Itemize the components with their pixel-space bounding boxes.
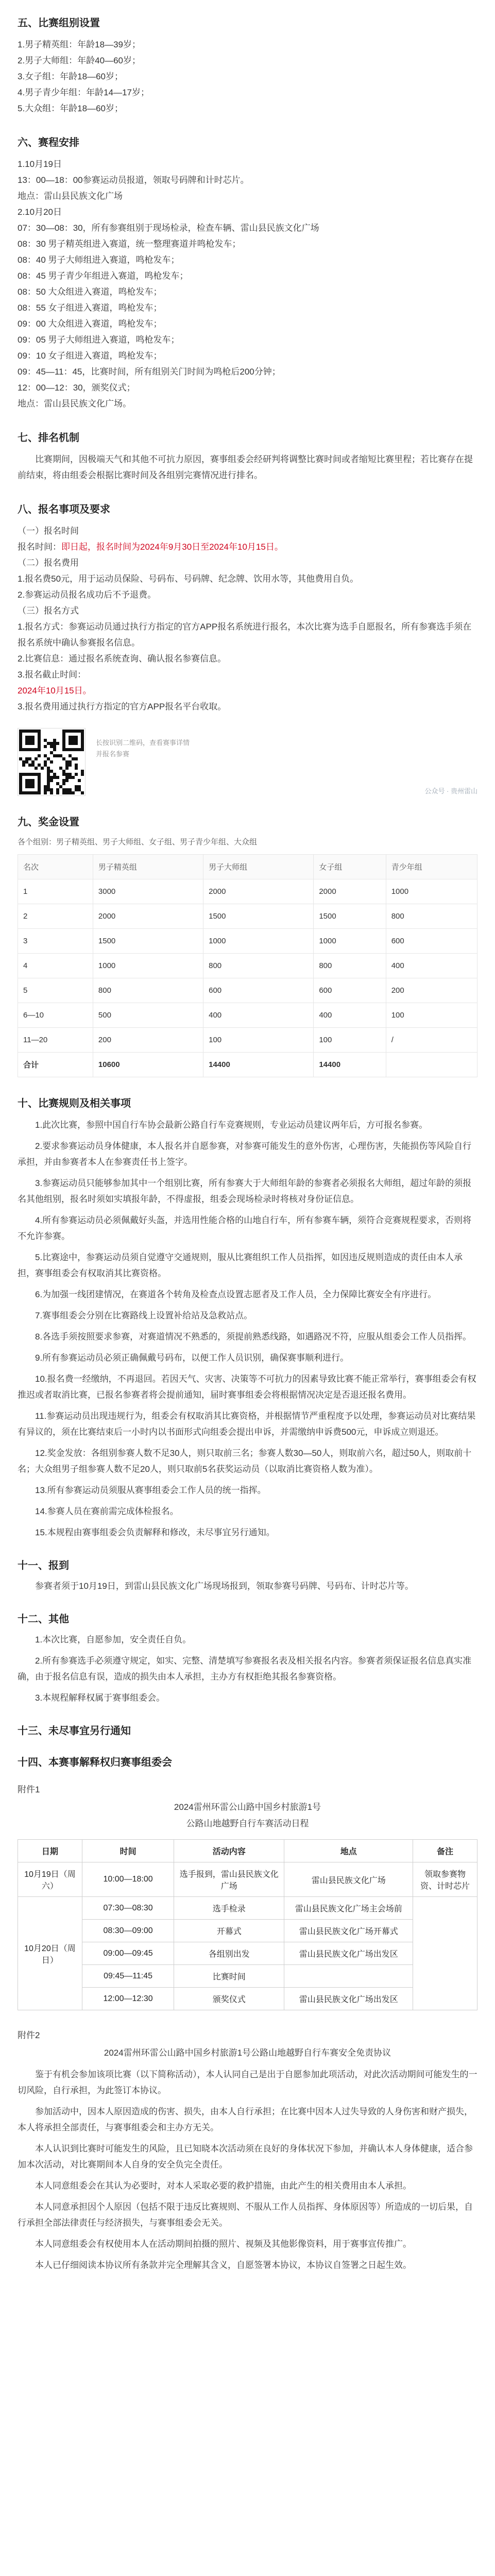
schedule-cell: 09:45—11:45 xyxy=(82,1965,174,1988)
schedule-cell: 领取参赛物资、计时芯片 xyxy=(413,1862,477,1897)
section-14-title: 十四、本赛事解释权归赛事组委会 xyxy=(18,1757,172,1768)
rule-paragraph: 8.各选手须按照要求参赛，对赛道情况不熟悉的，须提前熟悉线路，如遇路况不符，应服从组委会工作人员指挥。 xyxy=(35,1332,472,1342)
schedule-cell: 08:30—09:00 xyxy=(82,1920,174,1942)
fee-line: 1.报名费50元，用于运动员保险、号码布、号码牌、纪念牌、饮用水等，其他费用自负。 xyxy=(18,574,359,584)
prize-cell: / xyxy=(386,1028,477,1053)
prize-cell: 500 xyxy=(93,1003,203,1028)
waiver-paragraph: 本人同意组委会在其认为必要时，对本人采取必要的救护措施，由此产生的相关费用由本人承担。 xyxy=(35,2181,412,2191)
section-5-title: 五、比赛组别设置 xyxy=(18,18,100,29)
qr-module xyxy=(75,773,78,776)
schedule-cell: 10月19日（周六） xyxy=(18,1862,82,1897)
rule-paragraph: 5.比赛途中，参赛运动员须自觉遵守交通规则，服从比赛组织工作人员指挥，如因违反规则造成的责任由本人承担，赛事组委会有权取消其比赛资格。 xyxy=(18,1252,463,1278)
prize-cell xyxy=(386,1053,477,1077)
schedule-line: 1.10月19日 xyxy=(18,159,62,169)
prize-cell: 1 xyxy=(18,879,93,904)
qr-module xyxy=(72,776,75,779)
prize-header-cell: 女子组 xyxy=(314,855,386,879)
ranking-text: 比赛期间，因极端天气和其他不可抗力原因，赛事组委会经研判将调整比赛时间或者缩短比赛里程；若比赛存在提前结束，将由组委会根据比赛时间及各组别完赛情况进行排名。 xyxy=(18,454,473,480)
prize-cell: 200 xyxy=(93,1028,203,1053)
section-10-title: 十、比赛规则及相关事项 xyxy=(18,1098,131,1109)
schedule-line: 13：00—18：00参赛运动员报道，领取号码牌和计时芯片。 xyxy=(18,175,249,185)
schedule-header-cell: 日期 xyxy=(18,1840,82,1862)
annex-1-title: 公路山地越野自行车赛活动日程 xyxy=(186,1819,309,1828)
qr-module xyxy=(44,791,47,794)
prize-cell: 1500 xyxy=(203,904,314,929)
section-13-title: 十三、未尽事宜另行通知 xyxy=(18,1725,131,1737)
schedule-cell: 雷山县民族文化广场出发区 xyxy=(284,1988,413,2010)
rule-paragraph: 14.参赛人员在赛前需完成体检报名。 xyxy=(35,1506,179,1516)
qr-module xyxy=(62,782,65,785)
qr-module xyxy=(38,748,41,751)
schedule-cell: 各组别出发 xyxy=(174,1942,284,1965)
schedule-row xyxy=(18,1862,477,1897)
rule-paragraph: 3.参赛运动员只能够参加其中一个组别比赛，所有参赛大于大师组年龄的参赛者必须报名大师组，超过年龄的须报名其他组别，报名时须如实填报年龄，不得虚报，组委会现场检录时将核对身份证信息。 xyxy=(18,1178,472,1204)
section-11-title: 十一、报到 xyxy=(18,1560,69,1571)
schedule-line: 07：30—08：30，所有参赛组别于现场检录，检查车辆、雷山县民族文化广场 xyxy=(18,223,319,233)
schedule-cell: 10:00—18:00 xyxy=(82,1862,174,1897)
section-8-title: 八、报名事项及要求 xyxy=(18,504,110,515)
qr-module xyxy=(44,745,47,748)
rule-paragraph: 6.为加强一线团建情况，在赛道各个转角及检查点设置志愿者及工作人员，全力保障比赛安全有序进行。 xyxy=(35,1290,437,1299)
schedule-cell: 选手报到，雷山县民族文化广场 xyxy=(174,1862,284,1897)
qr-module xyxy=(81,748,84,751)
waiver-paragraph: 本人同意组委会有权使用本人在活动期间拍摄的照片、视频及其他影像资料，用于赛事宣传推广。 xyxy=(35,2239,412,2249)
prize-table-body xyxy=(18,879,477,1077)
prize-row xyxy=(18,954,477,978)
prize-cell: 1000 xyxy=(386,879,477,904)
qr-module xyxy=(75,742,78,745)
qr-module xyxy=(50,779,53,782)
section-9-title: 九、奖金设置 xyxy=(18,817,79,828)
schedule-cell: 10月20日（周日） xyxy=(18,1897,82,2010)
deadline-value: 2024年10月15日。 xyxy=(18,686,92,696)
rule-paragraph: 10.报名费一经缴纳，不再退回。若因天气、灾害、决策等不可抗力的因素导致比赛不能正常举行，赛事组委会有权推迟或者取消比赛，已报名参赛者将会提前通知，届时赛事组委会将根据情况决定是否退还报名费用。 xyxy=(18,1374,476,1400)
schedule-cell: 雷山县民族文化广场主会场前 xyxy=(284,1897,413,1920)
rule-paragraph: 15.本规程由赛事组委会负责解释和修改，未尽事宜另行通知。 xyxy=(35,1528,275,1537)
schedule-header-cell: 备注 xyxy=(413,1840,477,1862)
qr-module xyxy=(50,760,53,764)
schedule-line: 08：30 男子精英组进入赛道，统一整理赛道并鸣枪发车； xyxy=(18,239,241,249)
qr-module xyxy=(75,757,78,760)
event-schedule-table xyxy=(18,1839,477,2010)
prize-cell: 3 xyxy=(18,929,93,954)
section-6-title: 六、赛程安排 xyxy=(18,137,79,148)
schedule-line: 08：55 女子组进入赛道，鸣枪发车； xyxy=(18,303,162,313)
prize-note: 各个组别：男子精英组、男子大师组、女子组、男子青少年组、大众组 xyxy=(18,838,258,846)
schedule-cell: 选手检录 xyxy=(174,1897,284,1920)
waiver-list xyxy=(18,2066,477,2273)
qr-caption-line: 并报名参赛 xyxy=(96,750,130,758)
group-item: 2.男子大师组：年龄40—60岁； xyxy=(18,56,141,65)
qr-module xyxy=(22,764,25,767)
prize-header-cell: 男子大师组 xyxy=(203,855,314,879)
prize-row xyxy=(18,1003,477,1028)
prize-table xyxy=(18,854,477,1077)
rule-paragraph: 2.要求参赛运动员身体健康，本人报名并自愿参赛，对参赛可能发生的意外伤害，心理伤害，失能损伤等风险自行承担，并由参赛者本人在参赛责任书上签字。 xyxy=(18,1141,472,1167)
qr-module xyxy=(78,779,81,782)
section-7-title: 七、排名机制 xyxy=(18,432,79,444)
rule-paragraph: 7.赛事组委会分别在比赛路线上设置补给站及急救站点。 xyxy=(35,1311,253,1320)
schedule-header-cell: 地点 xyxy=(284,1840,413,1862)
qr-code[interactable] xyxy=(18,728,86,796)
qr-module xyxy=(31,742,35,745)
annex-1-title: 2024雷州环雷公山路中国乡村旅游1号 xyxy=(174,1802,321,1812)
schedule-line: 08：50 大众组进入赛道，鸣枪发车； xyxy=(18,287,162,297)
prize-cell: 600 xyxy=(314,978,386,1003)
registration-time-value: 即日起，报名时间为2024年9月30日至2024年10月15日。 xyxy=(61,542,283,552)
schedule-row xyxy=(18,1988,477,2010)
prize-cell: 1000 xyxy=(203,929,314,954)
qr-caption xyxy=(96,728,190,760)
group-item: 1.男子精英组：年龄18—39岁； xyxy=(18,40,141,49)
prize-cell: 600 xyxy=(386,929,477,954)
schedule-list xyxy=(18,156,477,412)
qr-module xyxy=(38,791,41,794)
qr-module xyxy=(35,757,38,760)
schedule-cell: 比赛时间 xyxy=(174,1965,284,1988)
prize-cell: 100 xyxy=(314,1028,386,1053)
prize-cell: 11—20 xyxy=(18,1028,93,1053)
prize-cell: 14400 xyxy=(314,1053,386,1077)
prize-header-cell: 男子精英组 xyxy=(93,855,203,879)
annex-1-label: 附件1 xyxy=(18,1785,40,1794)
report-text: 参赛者须于10月19日，到雷山县民族文化广场现场报到，领取参赛号码牌、号码布、计时芯片等。 xyxy=(35,1581,414,1591)
waiver-paragraph: 本人已仔细阅读本协议所有条款并完全理解其含义，自愿签署本协议，本协议自签署之日起生效。 xyxy=(35,2260,412,2270)
schedule-cell xyxy=(413,1897,477,2010)
qr-module xyxy=(72,791,75,794)
qr-module xyxy=(56,791,59,794)
prize-cell: 1500 xyxy=(314,904,386,929)
prize-cell: 800 xyxy=(203,954,314,978)
prize-cell: 400 xyxy=(203,1003,314,1028)
prize-cell: 3000 xyxy=(93,879,203,904)
registration-fee-heading: （二）报名费用 xyxy=(18,558,79,568)
fee-line: 2.参赛运动员报名成功后不予退费。 xyxy=(18,590,157,600)
prize-row xyxy=(18,1053,477,1077)
prize-row xyxy=(18,904,477,929)
prize-cell: 2000 xyxy=(203,879,314,904)
annex-2-title: 2024雷州环雷公山路中国乡村旅游1号公路山地越野自行车赛安全免责协议 xyxy=(104,2048,391,2058)
prize-header-row xyxy=(18,855,477,879)
prize-cell: 1000 xyxy=(93,954,203,978)
schedule-row xyxy=(18,1942,477,1965)
rule-paragraph: 9.所有参赛运动员必须正确佩戴号码布，以便工作人员识别，确保赛事顺利进行。 xyxy=(35,1353,349,1363)
annex-2-label: 附件2 xyxy=(18,2030,40,2040)
prize-cell: 100 xyxy=(203,1028,314,1053)
prize-cell: 14400 xyxy=(203,1053,314,1077)
prize-cell: 800 xyxy=(314,954,386,978)
prize-cell: 100 xyxy=(386,1003,477,1028)
schedule-row xyxy=(18,1897,477,1920)
rule-paragraph: 13.所有参赛运动员须服从赛事组委会工作人员的统一指挥。 xyxy=(35,1485,266,1495)
schedule-cell: 颁奖仪式 xyxy=(174,1988,284,2010)
prize-cell: 800 xyxy=(386,904,477,929)
schedule-line: 08：45 男子青少年组进入赛道，鸣枪发车； xyxy=(18,271,189,281)
qr-module xyxy=(65,779,69,782)
prize-row xyxy=(18,929,477,954)
schedule-line: 2.10月20日 xyxy=(18,207,62,217)
prize-header-cell: 青少年组 xyxy=(386,855,477,879)
qr-module xyxy=(69,764,72,767)
prize-cell: 5 xyxy=(18,978,93,1003)
registration-time-label: 报名时间： xyxy=(18,542,61,552)
prize-cell: 合计 xyxy=(18,1053,93,1077)
other-para: 2.所有参赛选手必须遵守规定，如实、完整、清楚填写参赛报名表及相关报名内容。参赛者须保证报名信息真实准确，由于报名信息有误，造成的损失由本人承担，主办方有权拒绝其报名参赛资格。 xyxy=(18,1656,472,1682)
schedule-line: 09：05 男子大师组进入赛道，鸣枪发车； xyxy=(18,335,180,345)
qr-module xyxy=(53,748,56,751)
schedule-row xyxy=(18,1920,477,1942)
qr-module xyxy=(81,773,84,776)
schedule-line: 地点：雷山县民族文化广场 xyxy=(18,191,123,201)
prize-cell: 4 xyxy=(18,954,93,978)
schedule-line: 12：00—12：30，颁奖仪式； xyxy=(18,383,135,393)
other-para: 3.本规程解释权属于赛事组委会。 xyxy=(35,1693,165,1703)
rules-list xyxy=(18,1117,477,1540)
waiver-paragraph: 本人认识到比赛时可能发生的风险，且已知晓本次活动须在良好的身体状况下参加，并确认本人身体健康，适合参加本次活动，对比赛期间本人自身的安全负完全责任。 xyxy=(18,2144,473,2170)
prize-cell: 600 xyxy=(203,978,314,1003)
prize-cell: 2000 xyxy=(93,904,203,929)
schedule-line: 09：10 女子组进入赛道，鸣枪发车； xyxy=(18,351,162,361)
schedule-cell: 09:00—09:45 xyxy=(82,1942,174,1965)
prize-cell: 400 xyxy=(314,1003,386,1028)
schedule-line: 08：40 男子大师组进入赛道，鸣枪发车； xyxy=(18,255,180,265)
rule-paragraph: 11.参赛运动员出现违规行为，组委会有权取消其比赛资格，并根据情节严重程度予以处理，参赛运动员对比赛结果有异议的，须在比赛结束后一小时内以书面形式向组委会提出申诉，并需缴纳申诉费500元，申诉成立则退还。 xyxy=(18,1411,476,1437)
prize-cell: 10600 xyxy=(93,1053,203,1077)
registration-time-text xyxy=(18,539,477,555)
schedule-cell: 07:30—08:30 xyxy=(82,1897,174,1920)
qr-module xyxy=(65,767,69,770)
group-list xyxy=(18,37,477,116)
qr-module xyxy=(56,776,59,779)
section-12-title: 十二、其他 xyxy=(18,1614,69,1625)
schedule-header-cell: 时间 xyxy=(82,1840,174,1862)
waiver-paragraph: 本人同意承担因个人原因（包括不限于违反比赛规则、不服从工作人员指挥、身体原因等）所造成的一切后果，自行承担全部法律责任与经济损失，与赛事组委会无关。 xyxy=(18,2202,473,2228)
qr-module xyxy=(41,767,44,770)
waiver-paragraph: 鉴于有机会参加该项比赛（以下简称活动），本人认同自己是出于自愿参加此项活动，对此次活动期间可能发生的一切风险，自行承担，为此签订本协议。 xyxy=(18,2070,477,2095)
qr-block xyxy=(18,728,477,796)
qr-module xyxy=(75,767,78,770)
prize-cell: 2 xyxy=(18,904,93,929)
schedule-cell: 12:00—12:30 xyxy=(82,1988,174,2010)
schedule-cell: 雷山县民族文化广场 xyxy=(284,1862,413,1897)
rule-paragraph: 4.所有参赛运动员必须佩戴好头盔，并选用性能合格的山地自行车，所有参赛车辆，须符合竞赛规程要求，否则将不允许参赛。 xyxy=(18,1215,472,1241)
schedule-line: 09：45—11：45，比赛时间，所有组别关门时间为鸣枪后200分钟； xyxy=(18,367,281,377)
schedule-header-row xyxy=(18,1840,477,1862)
method-line: 3.报名截止时间： xyxy=(18,670,87,680)
method-line: 2.比赛信息：通过报名系统查询、确认报名参赛信息。 xyxy=(18,654,227,664)
qr-caption-line: 长按识别二维码，查看赛事详情 xyxy=(96,739,190,747)
prize-row xyxy=(18,1028,477,1053)
prize-cell: 1500 xyxy=(93,929,203,954)
prize-row xyxy=(18,879,477,904)
group-item: 3.女子组：年龄18—60岁； xyxy=(18,72,123,81)
prize-row xyxy=(18,978,477,1003)
qr-module xyxy=(50,791,53,794)
qr-module xyxy=(56,742,59,745)
prize-cell: 1000 xyxy=(314,929,386,954)
prize-cell: 6—10 xyxy=(18,1003,93,1028)
qr-module xyxy=(38,754,41,757)
schedule-header-cell: 活动内容 xyxy=(174,1840,284,1862)
method-line: 1.报名方式：参赛运动员通过执行方指定的官方APP报名系统进行报名，本次比赛为选手自愿报名，所有参赛选手须在报名系统中确认参赛报名信息。 xyxy=(18,622,472,648)
schedule-row xyxy=(18,1965,477,1988)
schedule-cell: 雷山县民族文化广场出发区 xyxy=(284,1942,413,1965)
group-item: 4.男子青少年组：年龄14—17岁； xyxy=(18,88,149,97)
qr-module xyxy=(35,767,38,770)
qr-module xyxy=(31,785,35,788)
schedule-cell xyxy=(284,1965,413,1988)
prize-cell: 400 xyxy=(386,954,477,978)
prize-cell: 200 xyxy=(386,978,477,1003)
other-para: 1.本次比赛，自愿参加，安全责任自负。 xyxy=(35,1635,192,1645)
schedule-cell: 开幕式 xyxy=(174,1920,284,1942)
rule-paragraph: 1.此次比赛，参照中国自行车协会最新公路自行车竞赛规则，专业运动员建议两年后，方可报名参赛。 xyxy=(35,1120,428,1130)
registration-method-heading: （三）报名方式 xyxy=(18,606,79,616)
rule-paragraph: 12.奖金发放：各组别参赛人数不足30人，则只取前三名；参赛人数30—50人，则取前六名，超过50人，则取前十名；大众组男子组参赛人数不足20人，则只取前5名获奖运动员（以取消比赛资格人数为准）。 xyxy=(18,1448,472,1474)
schedule-line: 09：00 大众组进入赛道，鸣枪发车； xyxy=(18,319,162,329)
method-line: 3.报名费用通过执行方指定的官方APP报名平台收取。 xyxy=(18,702,227,711)
group-item: 5.大众组：年龄18—60岁； xyxy=(18,104,123,113)
waiver-paragraph: 参加活动中，因本人原因造成的伤害、损失，由本人自行承担；在比赛中因本人过失导致的人身伤害和财产损失，本人将承担全部责任，与赛事组委会和主办方无关。 xyxy=(18,2107,473,2132)
registration-time-heading: （一）报名时间 xyxy=(18,526,79,536)
prize-header-cell: 名次 xyxy=(18,855,93,879)
prize-cell: 2000 xyxy=(314,879,386,904)
qr-module xyxy=(81,791,84,794)
schedule-line: 地点：雷山县民族文化广场。 xyxy=(18,399,131,409)
wechat-brand: 公众号 · 贵州雷山 xyxy=(424,787,477,795)
schedule-cell: 雷山县民族文化广场开幕式 xyxy=(284,1920,413,1942)
prize-cell: 800 xyxy=(93,978,203,1003)
